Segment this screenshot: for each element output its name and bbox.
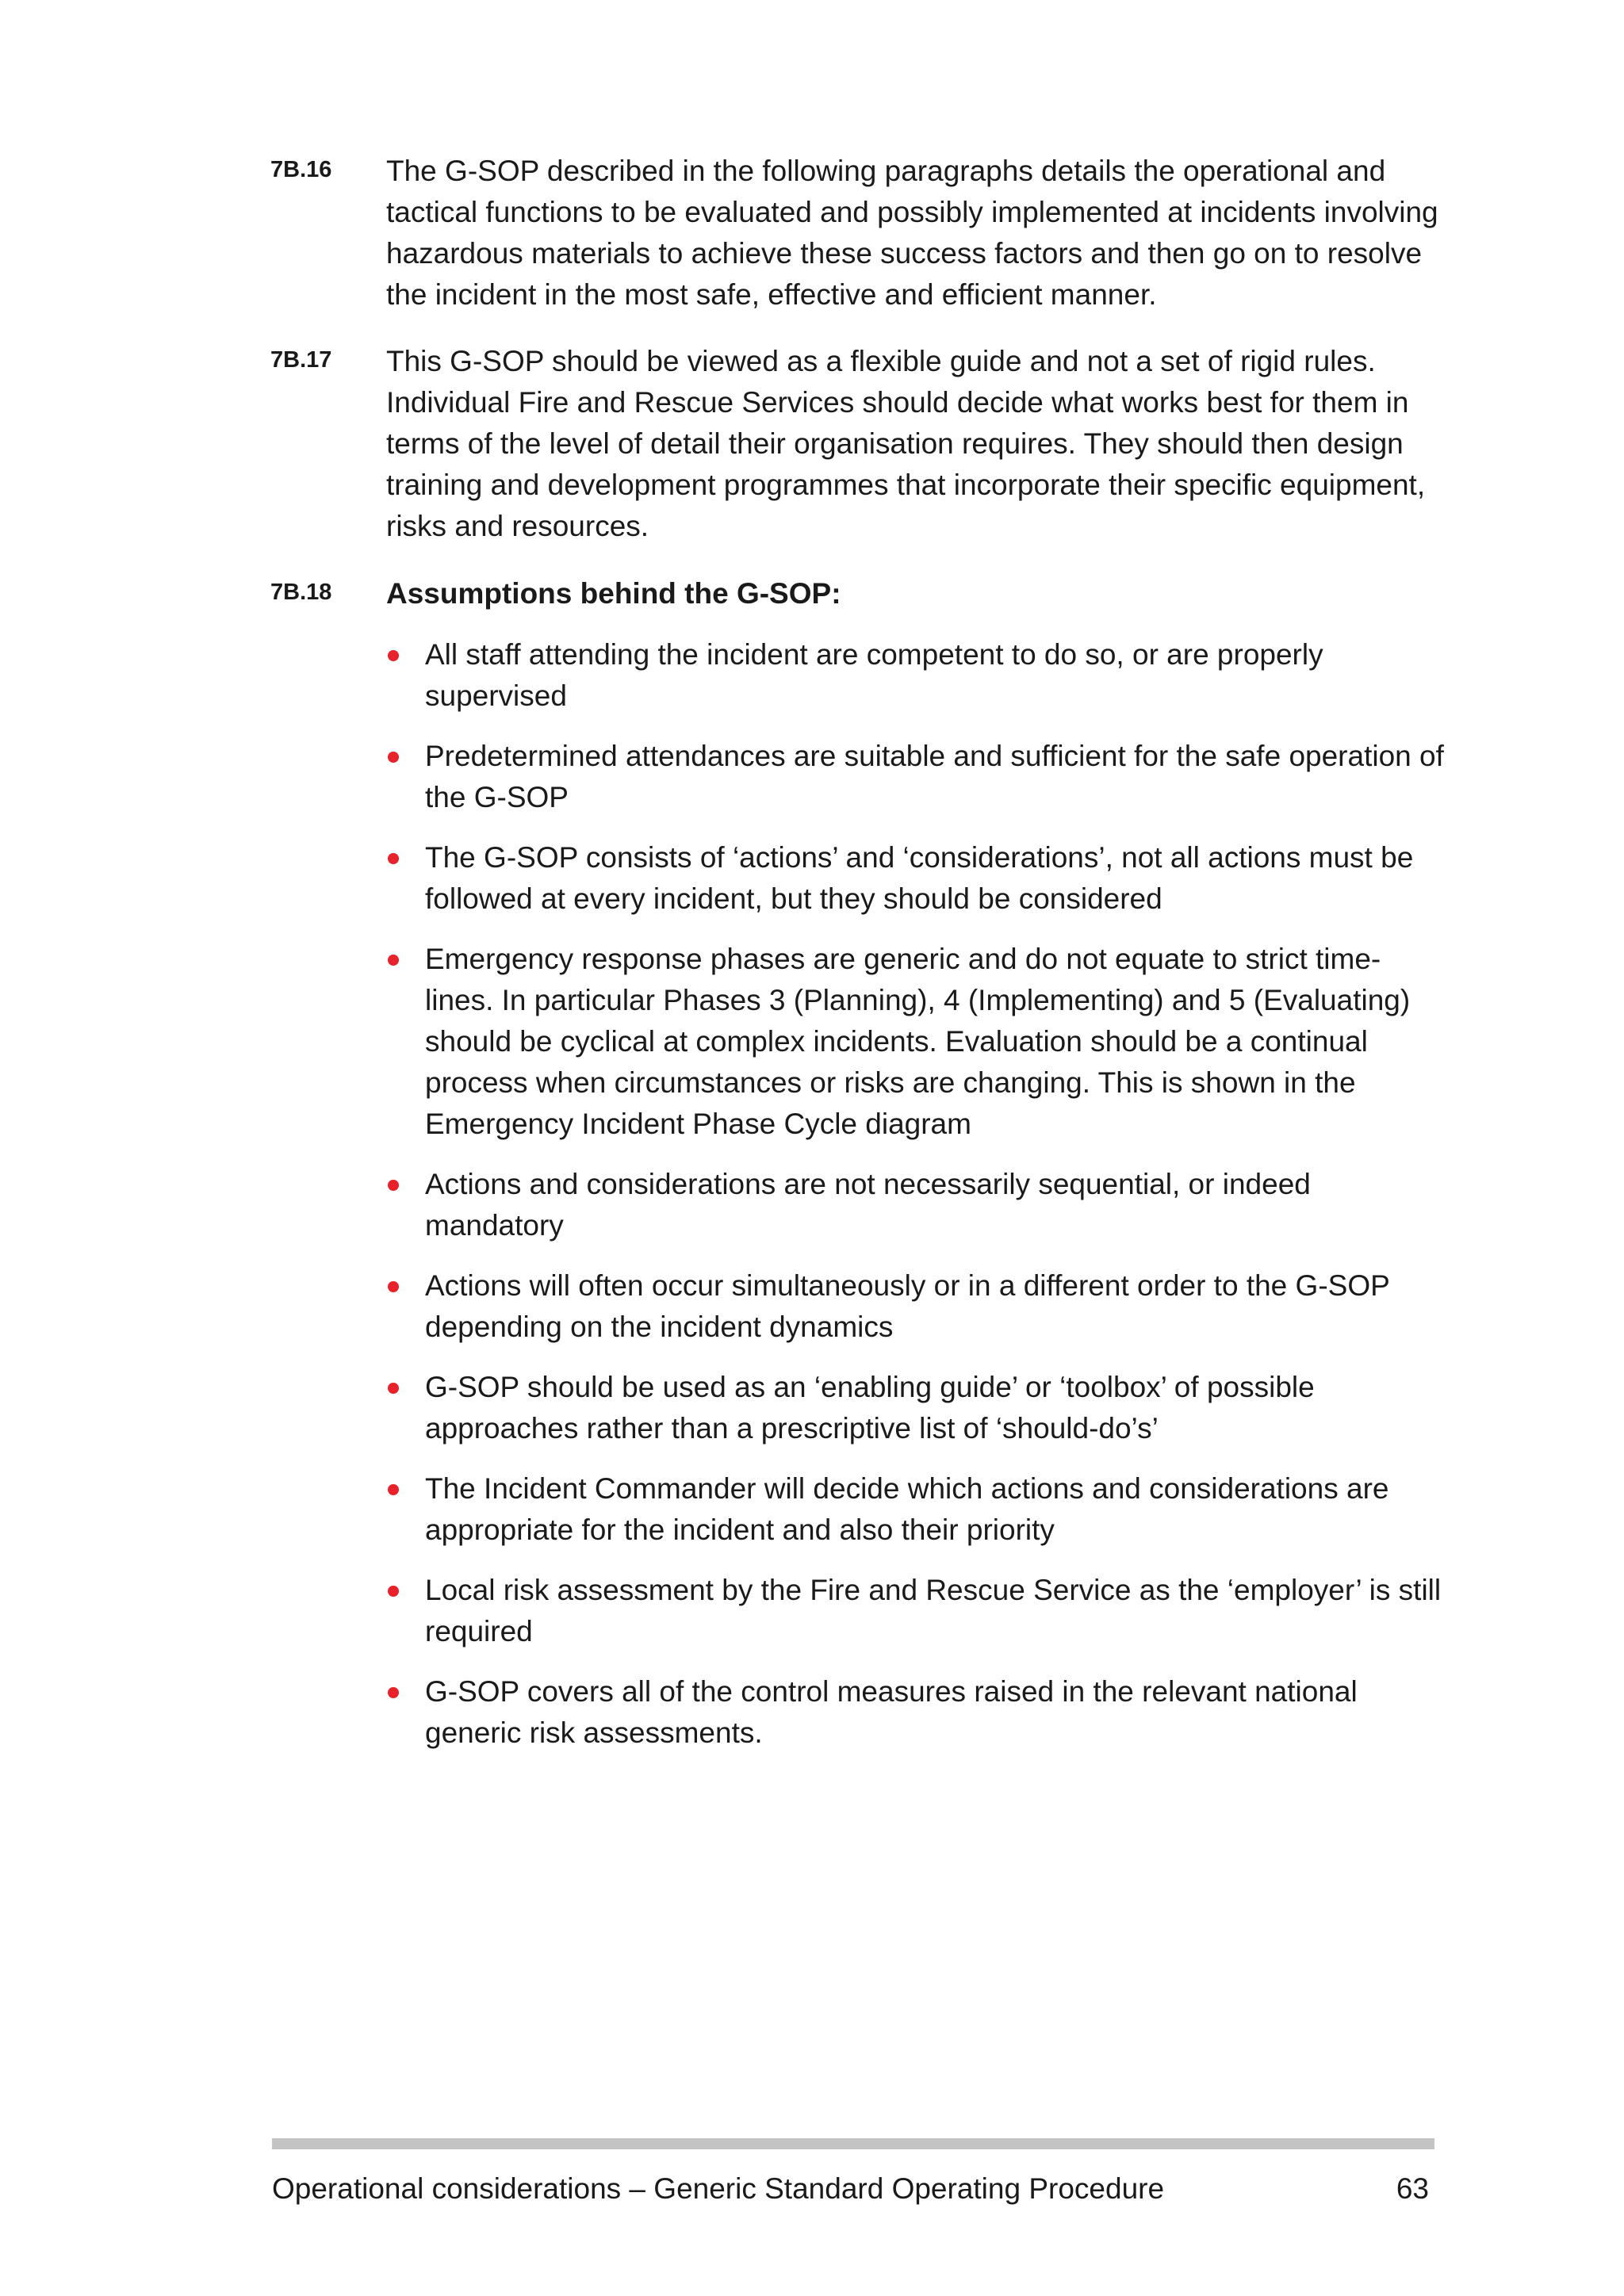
paragraph-number: 7B.17 [270, 347, 332, 373]
list-item [386, 939, 1449, 1145]
list-item-text: Actions and considerations are not necessarily sequential, or indeed mandatory [425, 1168, 1311, 1242]
paragraph-number: 7B.16 [270, 157, 332, 182]
list-item-text: Local risk assessment by the Fire and Rescue Service as the ‘employer’ is still required [425, 1574, 1442, 1647]
bullet-icon [388, 1281, 399, 1292]
bullet-icon [388, 1687, 399, 1698]
list-item [386, 1570, 1449, 1652]
bullet-icon [388, 1586, 399, 1597]
list-item [386, 736, 1449, 818]
list-item-text: G-SOP covers all of the control measures raised in the relevant national generic risk assessments. [425, 1675, 1358, 1749]
section-heading: Assumptions behind the G-SOP: [386, 577, 841, 610]
list-item-text: The G-SOP consists of ‘actions’ and ‘considerations’, not all actions must be followed at every incident, but they should be considered [425, 841, 1414, 915]
list-item-text: The Incident Commander will decide which actions and considerations are appropriate for the incident and also their priority [425, 1472, 1389, 1546]
list-item-text: Emergency response phases are generic and do not equate to strict time-lines. In particular Phases 3 (Planning), 4 (Implementing) and 5 (Evaluating) should be cyclical at complex incidents. Evaluation should be a continual process when circumstances or risks are changing. This is shown in the Emergency Incident Phase Cycle diagram [425, 943, 1411, 1140]
paragraph-text: The G-SOP described in the following paragraphs details the operational and tactical functions to be evaluated and possibly implemented at incidents involving hazardous materials to achieve these success factors and then go on to resolve the incident in the most safe, effective and efficient manner. [386, 155, 1438, 311]
footer-title: Operational considerations – Generic Standard Operating Procedure [272, 2172, 1165, 2205]
list-item [386, 1164, 1449, 1246]
list-item [386, 1367, 1449, 1449]
bullet-icon [388, 1484, 399, 1495]
page-number: 63 [1396, 2172, 1429, 2205]
bullet-icon [388, 1383, 399, 1394]
bullet-icon [388, 650, 399, 661]
list-item [386, 1265, 1449, 1348]
bullet-icon [388, 752, 399, 763]
list-item-text: Predetermined attendances are suitable and sufficient for the safe operation of the G-SOP [425, 740, 1444, 813]
bullet-icon [388, 1180, 399, 1191]
list-item-text: Actions will often occur simultaneously or in a different order to the G-SOP depending on the incident dynamics [425, 1269, 1390, 1343]
paragraph-text: This G-SOP should be viewed as a flexible guide and not a set of rigid rules. Individual Fire and Rescue Services should decide what works best for them in terms of the level of detail their organisation requires. They should then design training and development programmes that incorporate their specific equipment, risks and resources. [386, 345, 1426, 542]
bullet-icon [388, 955, 399, 966]
list-item [386, 1468, 1449, 1551]
list-item [386, 1671, 1449, 1754]
assumptions-list [386, 634, 1449, 1773]
paragraph-number: 7B.18 [270, 580, 332, 605]
list-item-text: G-SOP should be used as an ‘enabling guide’ or ‘toolbox’ of possible approaches rather than a prescriptive list of ‘should-do’s’ [425, 1371, 1315, 1445]
footer-divider [272, 2138, 1434, 2149]
list-item-text: All staff attending the incident are competent to do so, or are properly supervised [425, 638, 1323, 712]
list-item [386, 634, 1449, 717]
bullet-icon [388, 853, 399, 864]
list-item [386, 837, 1449, 920]
